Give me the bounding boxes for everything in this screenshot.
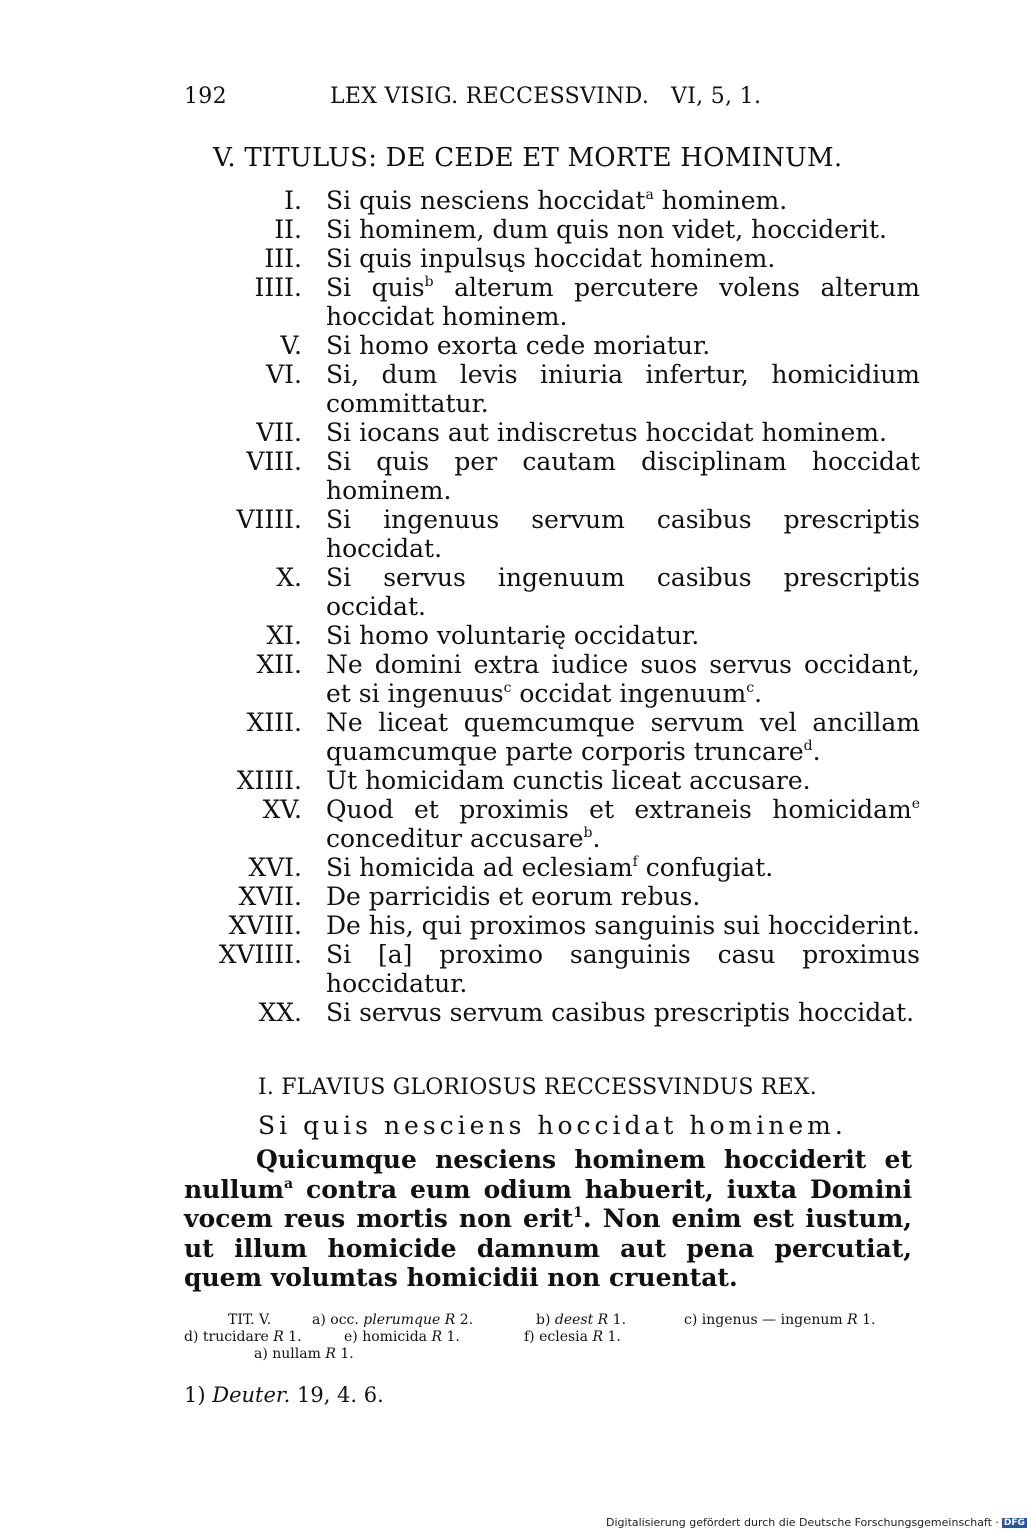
toc-number: XVIIII.: [218, 940, 302, 969]
toc-number: VIIII.: [236, 505, 302, 534]
toc-text: [326, 998, 920, 1027]
law-body-text-2: contra eum odium habuerit, iuxta Domini vocem reus mortis non erit: [184, 1174, 912, 1233]
note-d-ital: R: [268, 1329, 284, 1345]
toc-number: X.: [276, 563, 302, 592]
toc-number: VI.: [266, 360, 302, 389]
toc-number: II.: [274, 215, 302, 244]
toc-entry: [180, 795, 920, 853]
toc-text: [326, 795, 920, 853]
reference-marker: 1: [573, 1205, 583, 1221]
toc-text: [326, 244, 920, 273]
toc-text-main: Si quis nesciens hoccidat: [326, 186, 646, 215]
toc-text: [326, 853, 920, 882]
toc-number: IIII.: [254, 273, 302, 302]
toc-text: [326, 186, 920, 215]
toc-number: VIII.: [246, 447, 302, 476]
toc-text-main: De his, qui proximos sanguinis sui hocciderint.: [326, 911, 920, 940]
toc-entry: [180, 940, 920, 998]
note-e-label: e) homicida: [344, 1329, 428, 1345]
toc-number: XIIII.: [236, 766, 302, 795]
toc-entry: [180, 708, 920, 766]
toc-text: [326, 911, 920, 940]
toc-entry: [180, 650, 920, 708]
toc-text-main: Ne domini extra iudice suos servus occidant, et si ingenuus: [326, 650, 920, 708]
toc-text: [326, 447, 920, 505]
toc-text-main: Ut homicidam cunctis liceat accusare.: [326, 766, 811, 795]
toc-text: [326, 215, 920, 244]
note-f-end: 1.: [603, 1329, 621, 1345]
note-c-end: 1.: [857, 1312, 876, 1328]
toc-number: XV.: [262, 795, 302, 824]
toc-text-cont: hominem.: [653, 186, 788, 215]
note-a2-label: a) nullam: [254, 1346, 321, 1362]
toc-entry: [180, 186, 920, 215]
toc-text-cont: .: [592, 824, 601, 853]
toc-entry: [180, 621, 920, 650]
toc-entry: [180, 505, 920, 563]
note-d-end: 1.: [283, 1329, 302, 1345]
note-b: [536, 1312, 626, 1329]
toc-number: XI.: [266, 621, 302, 650]
toc-footnote-marker: b: [583, 825, 593, 841]
table-of-contents: [180, 186, 920, 1027]
toc-text: [326, 360, 920, 418]
note-tit: TIT. V.: [228, 1312, 272, 1328]
footnote-marker: a: [283, 1175, 294, 1192]
note-a-label: a) occ.: [312, 1312, 359, 1328]
toc-entry: [180, 418, 920, 447]
toc-number: III.: [264, 244, 302, 273]
reference-location: 19, 4. 6.: [290, 1383, 384, 1407]
toc-number: XVII.: [238, 882, 302, 911]
note-line-1: [184, 1312, 924, 1329]
toc-text-main: Si ingenuus servum casibus prescriptis hoccidat.: [326, 505, 920, 563]
toc-entry: [180, 331, 920, 360]
toc-number: XVIII.: [228, 911, 302, 940]
note-line-2: [184, 1329, 924, 1346]
note-e: [344, 1329, 460, 1346]
toc-entry: [180, 447, 920, 505]
critical-apparatus: [184, 1312, 924, 1363]
scripture-reference: [184, 1383, 384, 1407]
toc-number: XVI.: [248, 853, 302, 882]
law-subheading: Si quis nesciens hoccidat hominem.: [258, 1111, 847, 1140]
toc-entry: [180, 244, 920, 273]
toc-number: V.: [280, 331, 302, 360]
toc-text-cont: .: [754, 679, 763, 708]
note-b-ital: deest R: [554, 1312, 609, 1328]
toc-footnote-marker: d: [803, 738, 813, 754]
note-c-ital: R: [842, 1312, 858, 1328]
toc-text-cont: alterum percutere volens alterum hoccidat hominem.: [326, 273, 921, 331]
toc-text-main: Si quis inpulsųs hoccidat hominem.: [326, 244, 776, 273]
law-body-text-3: . Non enim est iustum, ut illum homicide damnum aut pena percutiat, quem volumtas homicidii non cruentat.: [184, 1204, 912, 1292]
note-a: [312, 1312, 473, 1329]
note-c: [684, 1312, 875, 1329]
toc-text: [326, 505, 920, 563]
note-a-ital: plerumque R: [363, 1312, 456, 1328]
note-f-ital: R: [588, 1329, 603, 1345]
page-number: 192: [184, 84, 227, 109]
toc-text-cont: conceditur accusare: [326, 824, 584, 853]
toc-text-main: Si iocans aut indiscretus hoccidat hominem.: [326, 418, 887, 447]
dfg-logo: DFG: [1003, 1518, 1025, 1528]
toc-text-cont: confugiat.: [637, 853, 774, 882]
note-a2: [254, 1346, 354, 1363]
note-c-label: c) ingenus — ingenum: [684, 1312, 843, 1328]
toc-text: [326, 708, 920, 766]
toc-footnote-marker: c: [503, 680, 512, 696]
toc-entry: [180, 766, 920, 795]
toc-text-main: Si quis: [326, 273, 425, 302]
toc-text-main: Si hominem, dum quis non videt, hocciderit.: [326, 215, 887, 244]
toc-entry: [180, 998, 920, 1027]
toc-text-main: Si [a] proximo sanguinis casu proximus hoccidatur.: [326, 940, 920, 998]
toc-entry: [180, 360, 920, 418]
digitization-footer: [606, 1516, 1027, 1529]
toc-text-main: Si servus ingenuum casibus prescriptis occidat.: [326, 563, 920, 621]
toc-text-main: Quod et proximis et extraneis homicidam: [326, 795, 912, 824]
note-line-3: [184, 1346, 924, 1363]
note-b-label: b): [536, 1312, 551, 1328]
toc-number: XIII.: [246, 708, 302, 737]
toc-text-main: Si homicida ad eclesiam: [326, 853, 633, 882]
toc-text: [326, 563, 920, 621]
reference-prefix: 1): [184, 1383, 213, 1407]
note-f: [524, 1329, 621, 1346]
toc-entry: [180, 563, 920, 621]
toc-entry: [180, 215, 920, 244]
note-a2-end: 1.: [335, 1346, 354, 1362]
toc-text: [326, 940, 920, 998]
footer-text: Digitalisierung gefördert durch die Deutsche Forschungsgemeinschaft ·: [606, 1516, 999, 1529]
note-e-ital: R: [427, 1329, 443, 1345]
toc-text: [326, 766, 920, 795]
toc-footnote-marker: b: [424, 274, 434, 290]
toc-text: [326, 331, 920, 360]
law-body-text-1: Quicumque nesciens hominem hocciderit et nullum: [184, 1145, 912, 1204]
toc-entry: [180, 273, 920, 331]
running-title: LEX VISIG. RECCESSVIND. VI, 5, 1.: [330, 84, 762, 109]
titulus-heading: V. TITULUS: DE CEDE ET MORTE HOMINUM.: [213, 143, 843, 173]
toc-footnote-marker: f: [632, 854, 638, 870]
toc-text-main: Si, dum levis iniuria infertur, homicidium committatur.: [326, 360, 920, 418]
toc-text-main: Si homo voluntarię occidatur.: [326, 621, 700, 650]
toc-footnote-marker: a: [645, 187, 654, 203]
note-a-end: 2.: [455, 1312, 474, 1328]
toc-text: [326, 273, 920, 331]
toc-text-cont: occidat ingenuum: [511, 679, 747, 708]
toc-number: I.: [284, 186, 302, 215]
toc-entry: [180, 882, 920, 911]
reference-book: Deuter.: [212, 1383, 291, 1407]
toc-text: [326, 882, 920, 911]
note-f-label: f) eclesia: [524, 1329, 588, 1345]
note-a2-ital: R: [320, 1346, 336, 1362]
toc-entry: [180, 853, 920, 882]
note-d: [184, 1329, 302, 1346]
toc-text-main: Ne liceat quemcumque servum vel ancillam quamcumque parte corporis truncare: [326, 708, 920, 766]
toc-text-main: Si homo exorta cede moriatur.: [326, 331, 711, 360]
note-b-end: 1.: [608, 1312, 627, 1328]
toc-entry: [180, 911, 920, 940]
toc-text-main: De parricidis et eorum rebus.: [326, 882, 701, 911]
law-heading: I. FLAVIUS GLORIOSUS RECCESSVINDUS REX.: [258, 1075, 817, 1100]
toc-footnote-marker: e: [911, 796, 920, 812]
toc-number: XX.: [258, 998, 302, 1027]
toc-text-main: Si servus servum casibus prescriptis hoccidat.: [326, 998, 915, 1027]
toc-footnote-marker: c: [746, 680, 755, 696]
toc-text: [326, 650, 920, 708]
toc-text-cont: .: [812, 737, 821, 766]
toc-text: [326, 418, 920, 447]
toc-number: XII.: [256, 650, 302, 679]
toc-number: VII.: [256, 418, 302, 447]
law-body: [184, 1145, 912, 1293]
toc-text: [326, 621, 920, 650]
note-e-end: 1.: [442, 1329, 460, 1345]
note-d-label: d) trucidare: [184, 1329, 269, 1345]
toc-text-main: Si quis per cautam disciplinam hoccidat hominem.: [326, 447, 920, 505]
